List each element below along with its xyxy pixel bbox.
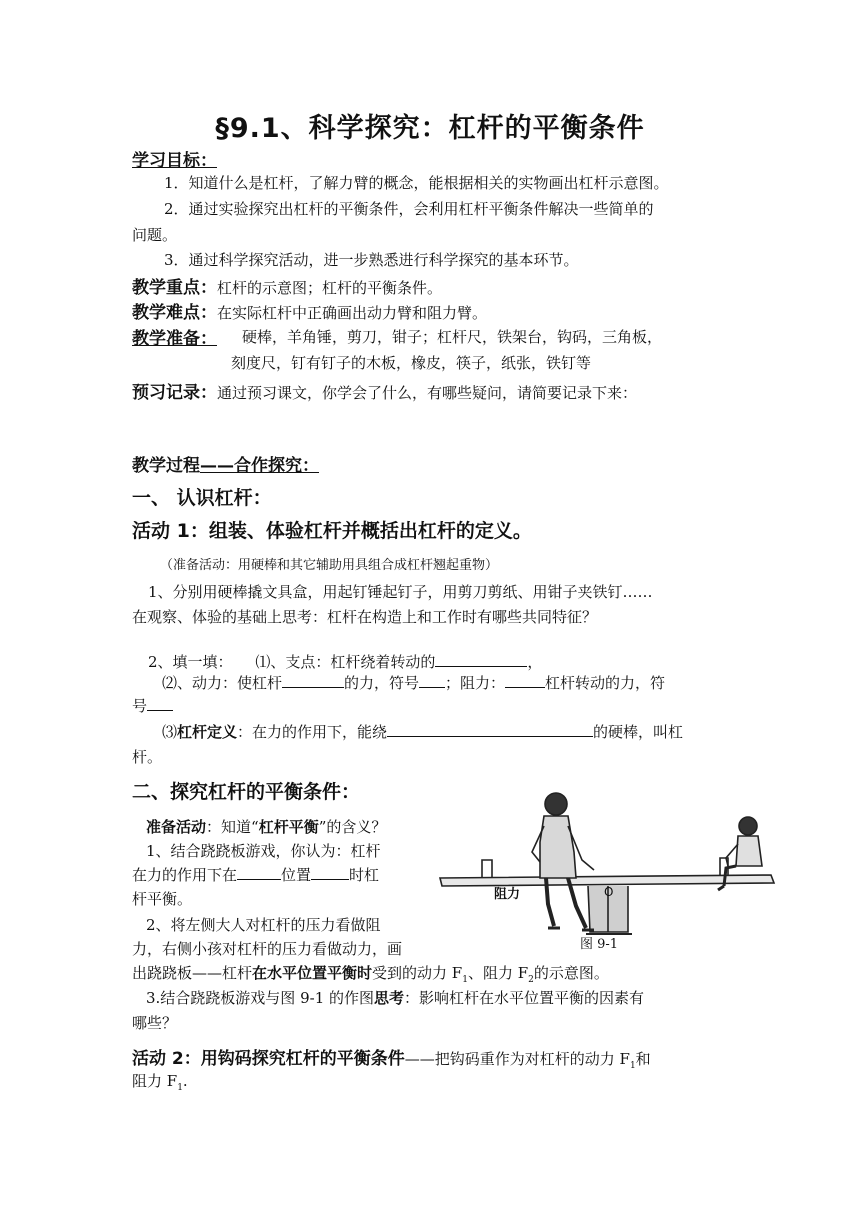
objective-2-cont: 问题。 (132, 226, 178, 244)
activity2-line1 (132, 1044, 651, 1071)
s3-l1bold: 思考 (374, 989, 405, 1007)
activity1-q1-line1: 1、分别用硬棒撬文具盒，用起钉锤起钉子，用剪刀剪纸、用钳子夹铁钉…… (148, 583, 653, 601)
act2-b: ——把钩码重作为对杠杆的动力 F (404, 1050, 630, 1068)
resistance-label: 阻力 (494, 887, 521, 902)
seesaw-q1-line3: 杆平衡。 (132, 890, 193, 908)
difficulties-text: 在实际杠杆中正确画出动力臂和阻力臂。 (217, 304, 488, 322)
seesaw-q2-line2: 力，右侧小孩对杠杆的压力看做动力，画 (132, 940, 403, 958)
seesaw-q2-line1: 2、将左侧大人对杠杆的压力看做阻 (146, 916, 381, 934)
s2-l3a: 出跷跷板——杠杆 (132, 964, 253, 982)
s1-l2b: 位置 (281, 866, 312, 884)
definition-blank[interactable] (387, 722, 593, 737)
process-heading (132, 451, 319, 476)
fill-label: 2、填一填： (148, 653, 233, 671)
seesaw-q1-line1: 1、结合跷跷板游戏，你认为：杠杆 (146, 842, 381, 860)
objective-3: 3．通过科学探究活动，进一步熟悉进行科学探究的基本环节。 (164, 251, 579, 269)
preparation-heading: 教学准备： (132, 329, 217, 349)
lever-definition-cont: 杆。 (132, 748, 163, 766)
fill-effort-a: ⑵、动力：使杠杆 (162, 674, 283, 692)
fill-in-line1 (148, 651, 542, 672)
left-handle (482, 860, 492, 878)
process-heading-sub: ——合作探究： (200, 456, 319, 476)
process-heading-main: 教学过程 (132, 456, 200, 476)
preparation-line2: 刻度尺，钉有钉子的木板，橡皮，筷子，纸张，铁钉等 (231, 354, 592, 372)
s2-sub1: 1 (462, 975, 468, 985)
seesaw-q3-line2: 哪些？ (132, 1014, 178, 1032)
s3-l1b: ：影响杠杆在水平位置平衡的因素有 (404, 989, 645, 1007)
def-a: ：在力的作用下，能绕 (237, 723, 388, 741)
s1-l2a: 在力的作用下在 (132, 866, 238, 884)
preview-text: 通过预习课文，你学会了什么，有哪些疑问，请简要记录下来： (217, 384, 638, 402)
s2-sub2: 2 (528, 975, 534, 985)
s2-l3b: 受到的动力 F (372, 964, 463, 982)
prep-activity (146, 816, 386, 837)
prep-bold2: 杠杆平衡 (258, 818, 319, 836)
seesaw-q2-line3 (132, 962, 609, 985)
section1-heading: 一、 认识杠杆： (132, 487, 272, 509)
fill-in-line2 (162, 672, 665, 693)
preview-heading: 预习记录： (132, 383, 217, 403)
difficulties (132, 298, 487, 323)
figure-caption: 图 9-1 (580, 937, 619, 952)
seesaw-q1-line2 (132, 864, 379, 885)
section2-heading: 二、探究杠杆的平衡条件： (132, 781, 361, 803)
def-prefix: ⑶ (162, 723, 178, 741)
act2-bold: 探究杠杆的平衡条件 (251, 1049, 405, 1069)
act2-c: 和 (635, 1050, 651, 1068)
objective-1: 1．知道什么是杠杆，了解力臂的概念，能根据相关的实物画出杠杆示意图。 (164, 174, 669, 192)
key-points-text: 杠杆的示意图；杠杆的平衡条件。 (217, 279, 443, 297)
pivot-label: O (604, 885, 614, 899)
activity1-title: 活动 1：组装、体验杠杆并概括出杠杆的定义。 (132, 520, 532, 542)
fill-effort-b: 的力，符号 (344, 674, 420, 692)
resistance-blank[interactable] (505, 673, 545, 688)
key-points-heading: 教学重点： (132, 278, 217, 298)
fill-effort-e: 号 (132, 697, 148, 715)
fill-effort-d: 杠杆转动的力，符 (545, 674, 666, 692)
s2-l3d: 的示意图。 (533, 964, 609, 982)
position-blank[interactable] (237, 865, 281, 880)
activity1-note: （准备活动：用硬棒和其它辅助用具组合成杠杆翘起重物） (160, 558, 499, 573)
adult-figure (532, 793, 594, 930)
fulcrum-blank[interactable] (435, 652, 527, 667)
s2-l3c: 、阻力 F (467, 964, 529, 982)
lever-definition (162, 721, 683, 742)
seesaw-figure (436, 782, 794, 948)
fill-fulcrum: ⑴、支点：杠杆绕着转动的 (255, 653, 436, 671)
fill-effort-c: ；阻力： (445, 674, 506, 692)
objectives-heading: 学习目标： (132, 151, 217, 171)
def-bold: 杠杆定义 (177, 723, 238, 741)
act2-l2b: . (182, 1072, 188, 1090)
fill-fulcrum-end: ， (527, 653, 543, 671)
preview (132, 378, 637, 403)
activity2-line2 (132, 1070, 188, 1093)
preparation-line1: 硬棒，羊角锤，剪刀，钳子；杠杆尺，铁架台，钩码，三角板， (242, 328, 663, 346)
prep-a: ：知道“ (206, 818, 259, 836)
page-title: §9.1、科学探究：杠杆的平衡条件 (215, 113, 645, 144)
act2-sub2: 1 (177, 1083, 183, 1093)
difficulties-heading: 教学难点： (132, 303, 217, 323)
prep-b: ”的含义？ (318, 818, 387, 836)
act2-a: 活动 2：用钩码 (132, 1049, 252, 1069)
act2-l2a: 阻力 F (132, 1072, 178, 1090)
fill-in-line3 (132, 695, 173, 716)
state-blank[interactable] (311, 865, 349, 880)
activity1-q1-line2: 在观察、体验的基础上思考：杠杆在构造上和工作时有哪些共同特征？ (132, 608, 598, 626)
s1-l2c: 时杠 (349, 866, 380, 884)
def-b: 的硬棒，叫杠 (593, 723, 684, 741)
seesaw-q3-line1 (146, 987, 644, 1008)
resistance-symbol-blank[interactable] (147, 696, 173, 711)
effort-blank[interactable] (282, 673, 344, 688)
objective-2: 2．通过实验探究出杠杆的平衡条件，会利用杠杆平衡条件解决一些简单的 (164, 200, 654, 218)
effort-symbol-blank[interactable] (419, 673, 445, 688)
act2-sub1: 1 (629, 1061, 636, 1072)
key-points (132, 273, 442, 298)
s3-l1a: 3.结合跷跷板游戏与图 9-1 的作图 (146, 989, 375, 1007)
prep-bold: 准备活动 (146, 818, 207, 836)
s2-l3bold: 在水平位置平衡时 (252, 964, 373, 982)
